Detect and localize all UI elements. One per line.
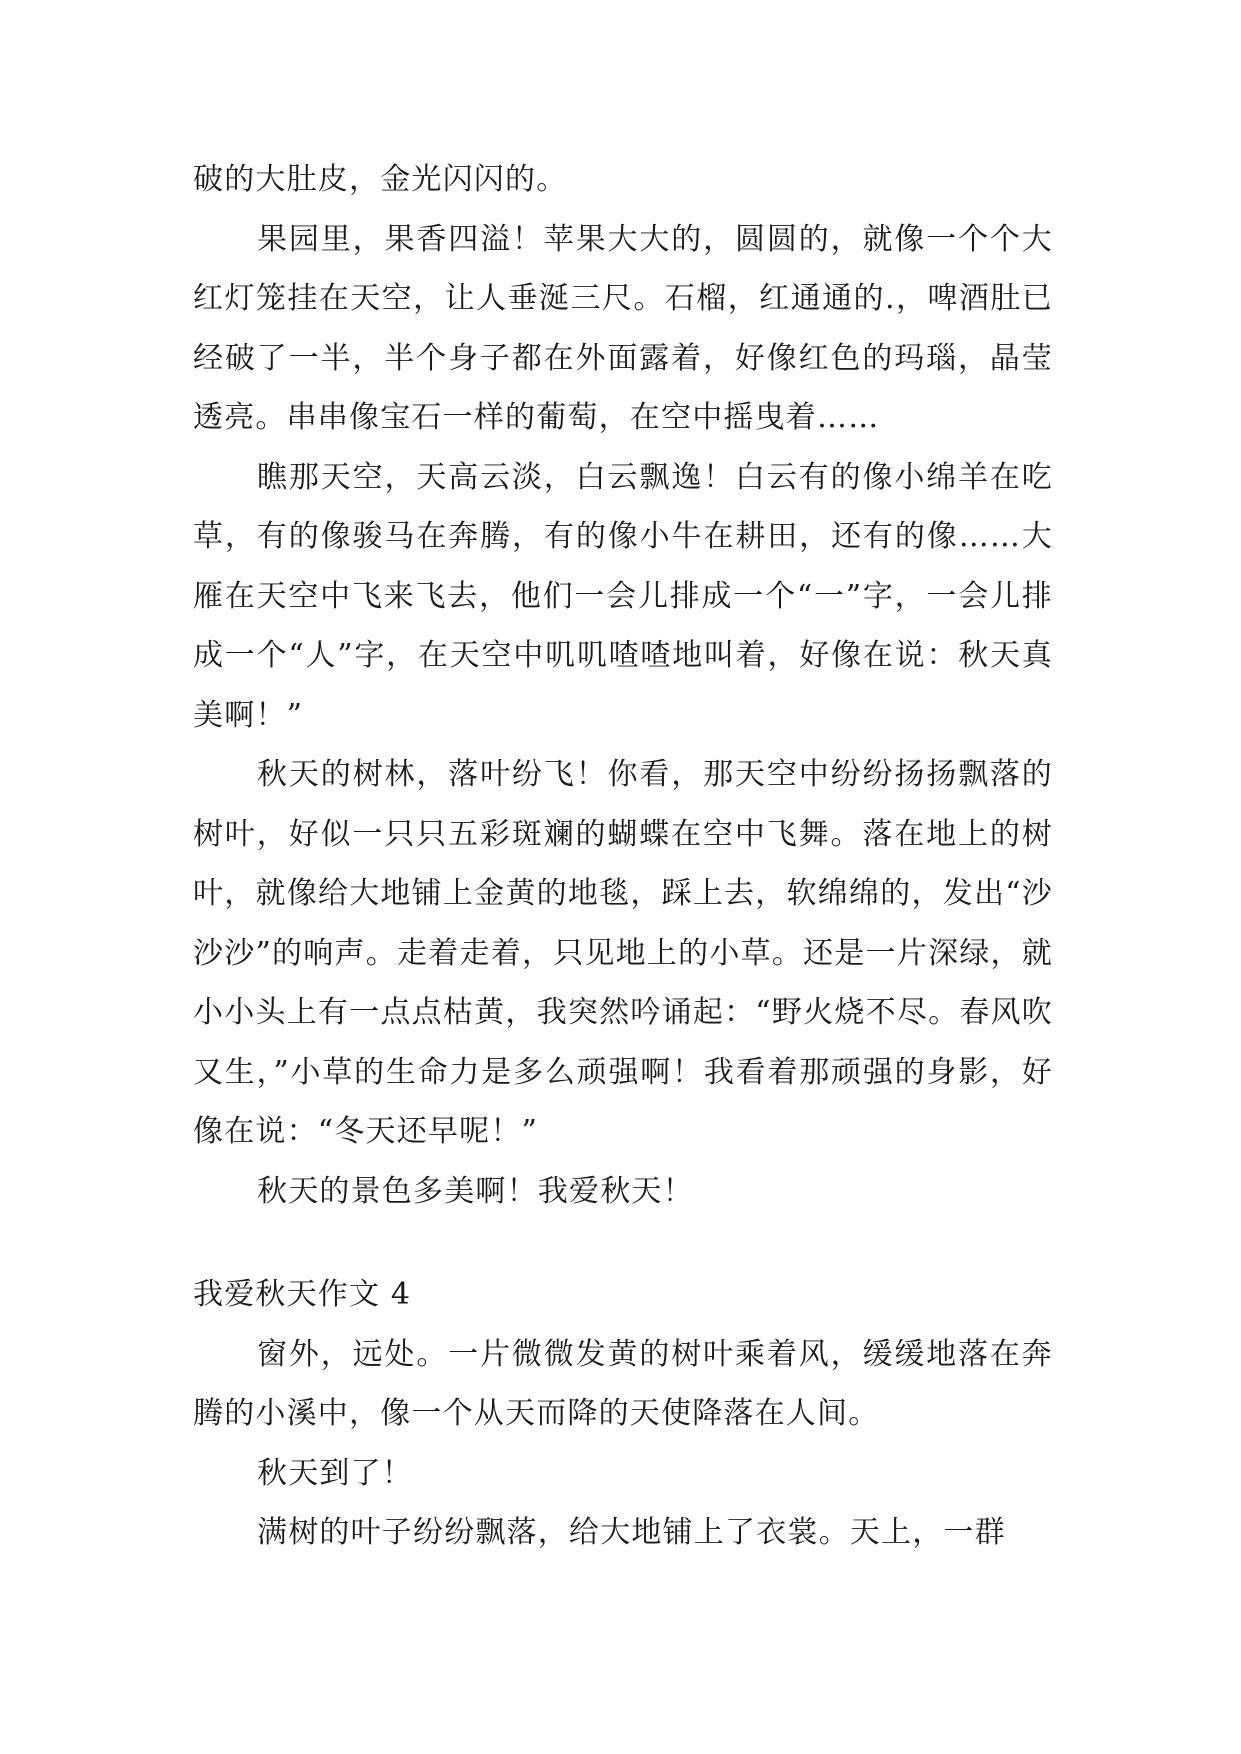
section-spacer (193, 1221, 1053, 1265)
document-page (193, 150, 1053, 1563)
section-heading: 我爱秋天作文 4 (193, 1277, 412, 1312)
paragraph-leaves-falling: 满树的叶子纷纷飘落，给大地铺上了衣裳。天上，一群 (257, 1515, 1006, 1550)
paragraph-sky: 瞧那天空，天高云淡，白云飘逸！白云有的像小绵羊在吃草，有的像骏马在奔腾，有的像小牛在耕田，还有的像……大雁在天空中飞来飞去，他们一会儿排成一个“一”字，一会儿排成一个“人”字，在天空中叽叽喳喳地叫着，好像在说：秋天真美啊！” (193, 459, 1053, 733)
paragraph-continuation: 破的大肚皮，金光闪闪的。 (193, 162, 568, 197)
paragraph-orchard: 果园里，果香四溢！苹果大大的，圆圆的，就像一个个大红灯笼挂在天空，让人垂涎三尺。石榴，红通通的.，啤酒肚已经破了一半，半个身子都在外面露着，好像红色的玛瑙，晶莹透亮。串串像宝石一样的葡萄，在空中摇曳着…… (193, 221, 1053, 435)
paragraph-autumn-arrived: 秋天到了！ (257, 1455, 413, 1491)
paragraph-window: 窗外，远处。一片微微发黄的树叶乘着风，缓缓地落在奔腾的小溪中，像一个从天而降的天使降落在人间。 (193, 1336, 1053, 1431)
paragraph-conclusion: 秋天的景色多美啊！我爱秋天！ (257, 1173, 694, 1209)
paragraph-forest: 秋天的树林，落叶纷飞！你看，那天空中纷纷扬扬飘落的树叶，好似一只只五彩斑斓的蝴蝶在空中飞舞。落在地上的树叶，就像给大地铺上金黄的地毯，踩上去，软绵绵的，发出“沙沙沙”的响声。走着走着，只见地上的小草。还是一片深绿，就小小头上有一点点枯黄，我突然吟诵起：“野火烧不尽。春风吹又生，”小草的生命力是多么顽强啊！我看着那顽强的身影，好像在说：“冬天还早呢！” (193, 757, 1053, 1149)
